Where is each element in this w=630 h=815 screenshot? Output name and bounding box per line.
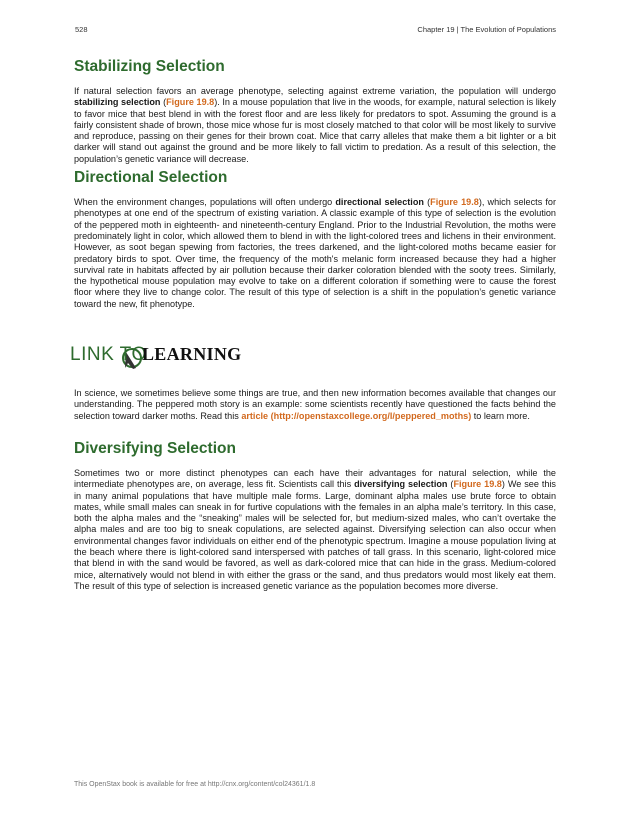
text-run: ) We see this in many animal populations that have multiple male forms. Large, dominant alpha males use brute force to obtain mates, while small males can sneak in for furtive copulations with the females in an alpha male’s territory. In this case, both the alpha males and the “sneaking” males will be selected for, but medium-sized males, who can’t overtake the alpha males and are too big to sneak copulations, are selected against. Diversifying selection can also occur when environmental changes favor individuals on either end of the phenotypic spectrum. Imagine a mouse population living at the beach where there is light-colored sand interspersed with patches of tall grass. In this scenario, light-colored mice that blend in with the sand would be favored, as well as dark-colored mice that can hide in the grass. Medium-colored mice, alternatively would not blend in with either the grass or the sand, and thus predators would most likely eat them. The result of this type of selection is increased genetic variance as the population becomes more diverse. (74, 479, 556, 591)
article-link[interactable]: article (http://openstaxcollege.org/l/peppered_moths) (241, 410, 472, 421)
logo-text-link: LINK TO (70, 344, 147, 366)
text-run: If natural selection favors an average phenotype, selecting against extreme variation, the population will undergo (74, 86, 556, 96)
link-to-learning-paragraph (74, 388, 556, 422)
key-term-directional-selection: directional selection (335, 197, 424, 208)
directional-selection-section (74, 169, 556, 310)
section-heading-stabilizing: Stabilizing Selection (74, 58, 225, 75)
page-content (70, 58, 557, 592)
page-header (75, 25, 556, 39)
text-run: ( (160, 97, 167, 108)
logo-text-learning: LEARNING (142, 344, 242, 365)
text-run: Sometimes two or more distinct phenotypes can each have their advantages for natural selection, while the intermediate phenotypes are, on average, less fit. Scientists call this (74, 467, 556, 490)
figure-link[interactable]: Figure 19.8 (453, 479, 502, 490)
page-number: 528 (75, 25, 88, 34)
section-heading-diversifying: Diversifying Selection (74, 439, 236, 457)
link-to-learning-section (74, 388, 556, 422)
figure-link[interactable]: Figure 19.8 (166, 97, 215, 108)
diversifying-selection-section (74, 440, 556, 592)
text-run: When the environment changes, populations will often undergo (74, 197, 336, 208)
key-term-diversifying-selection: diversifying selection (354, 479, 448, 490)
text-run: ( (423, 197, 431, 208)
diversifying-paragraph (74, 468, 556, 592)
chapter-title: Chapter 19 | The Evolution of Populations (417, 25, 556, 34)
directional-paragraph (74, 197, 556, 310)
page-footer: This OpenStax book is available for free at http://cnx.org/content/col24361/1.8 (74, 781, 316, 788)
figure-link[interactable]: Figure 19.8 (430, 197, 479, 208)
text-run: ). In a mouse population that live in the woods, for example, natural selection is likely to favor mice that best blend in with the forest floor and are less likely for predators to spot. Assuming the ground is a fairly consistent shade of brown, those mice whose fur is most closely matched to that color will be most likely to survive and reproduce, passing on their genes for their brown coat. Mice that carry alleles that make them a bit lighter or a bit darker will stand out against the ground and be more likely to fall victim to predation. As a result of this selection, the population’s genetic variance will decrease. (74, 97, 556, 164)
section-heading-directional: Directional Selection (74, 169, 228, 187)
key-term-stabilizing-selection: stabilizing selection (74, 97, 161, 108)
stabilizing-selection-section (74, 58, 556, 165)
stabilizing-paragraph (74, 86, 556, 165)
text-run: to learn more. (471, 410, 530, 421)
text-run: ), which selects for phenotypes at one end of the spectrum of existing variation. A classic example of this type of selection is the evolution of the peppered moth in eighteenth- and nineteenth-century England. Prior to the Industrial Revolution, the moths were predominately light in color, which allowed them to blend in with the light-colored trees and lichens in their environment. However, as soot began spewing from factories, the trees darkened, and the light-colored moths became easier for predatory birds to spot. Over time, the frequency of the moth's melanic form increased because they had a higher survival rate in habitats affected by air pollution because their darker coloration blended with the sooty trees. Similarly, the hypothetical mouse population may evolve to take on a different coloration if something were to cause the forest floor where they live to change color. The result of this type of selection is a shift in the population’s genetic variance toward the new, fit phenotype. (74, 197, 557, 309)
link-to-learning-logo (70, 338, 556, 374)
text-run: ( (447, 479, 454, 490)
text-run: In science, we sometimes believe some things are true, and then new information becomes available that changes our understanding. The peppered moth story is an example: some scientists recently have questioned the facts behind the selection toward darker moths. Read this (74, 388, 556, 421)
